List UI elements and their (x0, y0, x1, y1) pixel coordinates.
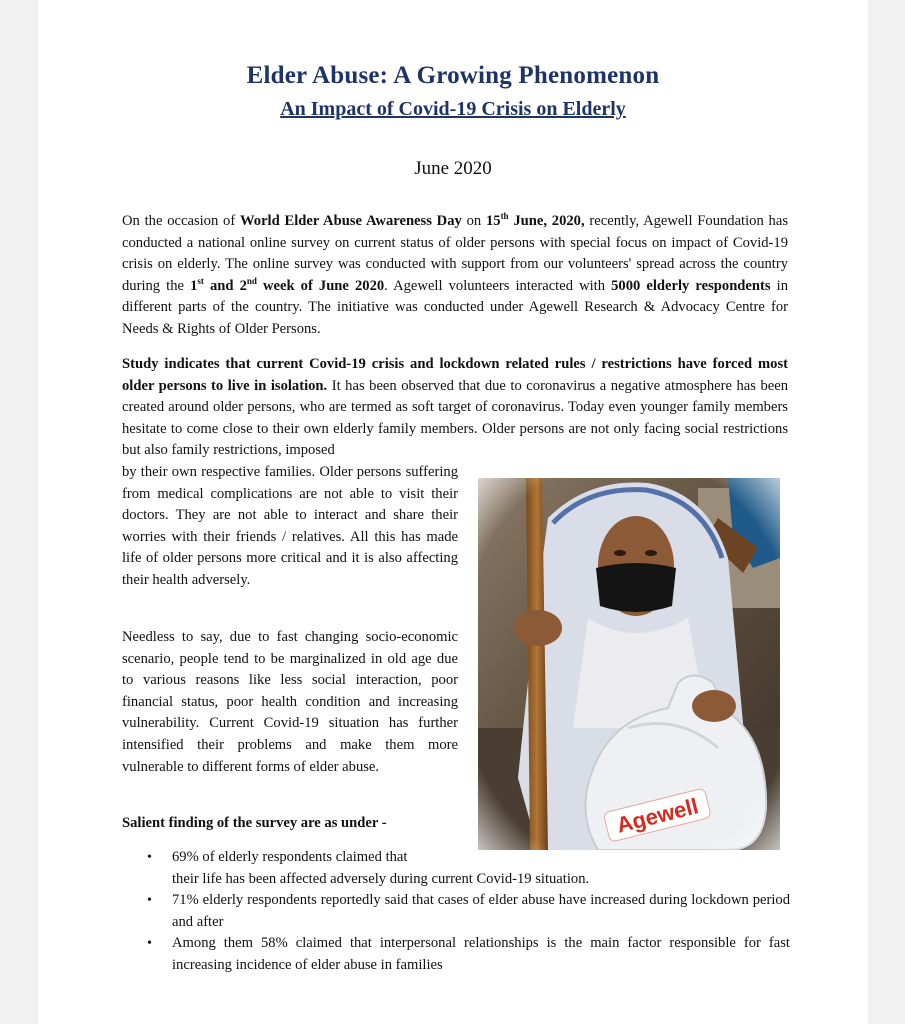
findings-heading: Salient finding of the survey are as under - (122, 815, 387, 831)
marginalization-paragraph: Needless to say, due to fast changing socio-economic scenario, people tend to be marginalized in old age due to various reasons like less social interaction, poor financial status, poor health condition and increasing vulnerability. Current Covid-19 situation has further intensified their problems and make them more vulnerable to different forms of elder abuse. (122, 629, 458, 775)
document-date: June 2020 (414, 158, 492, 179)
list-item: • 71% elderly respondents reportedly said that cases of elder abuse have increased during lockdown period and after (147, 892, 790, 930)
study-paragraph: Study indicates that current Covid-19 crisis and lockdown related rules / restrictions have forced most older persons to live in isolation. It has been observed that due to coronavirus a negative atmosphere has been created around older persons, who are termed as soft target of coronavirus. Today even younger family members hesitate to come close to their own elderly family members. Older persons are not only facing social restrictions but also family restrictions, imposed (122, 356, 788, 459)
restrictions-paragraph: by their own respective families. Older persons suffering from medical complications are not able to visit their doctors. They are not able to interact and share their worries with their friends / relatives. All this has made life of older persons more critical and it is also affecting their health adversely. (122, 464, 458, 588)
bullet-icon: • (147, 850, 152, 865)
list-item: • Among them 58% claimed that interpersonal relationships is the main factor responsible for fast increasing incidence of elder abuse in families (147, 935, 790, 973)
document-page (38, 0, 868, 1024)
elderly-woman-photo (478, 478, 780, 850)
bullet-icon: • (147, 893, 152, 909)
intro-paragraph: On the occasion of World Elder Abuse Awareness Day on 15th June, 2020, recently, Agewell Foundation has conducted a national online survey on current status of older persons with special focus on impact of Covid-19 crisis on elderly. The online survey was conducted with support from our volunteers' spread across the country during the 1st and 2nd week of June 2020. Agewell volunteers interacted with 5000 elderly respondents in different parts of the country. The initiative was conducted under Agewell Research & Advocacy Centre for Needs & Rights of Older Persons. (122, 211, 788, 337)
document-title: Elder Abuse: A Growing Phenomenon (246, 62, 660, 89)
findings-list (122, 847, 790, 977)
document-subtitle: An Impact of Covid-19 Crisis on Elderly (280, 98, 626, 120)
bullet-icon: • (147, 936, 152, 952)
list-item: • 69% of elderly respondents claimed that their life has been affected adversely during current Covid-19 situation. (147, 849, 590, 887)
